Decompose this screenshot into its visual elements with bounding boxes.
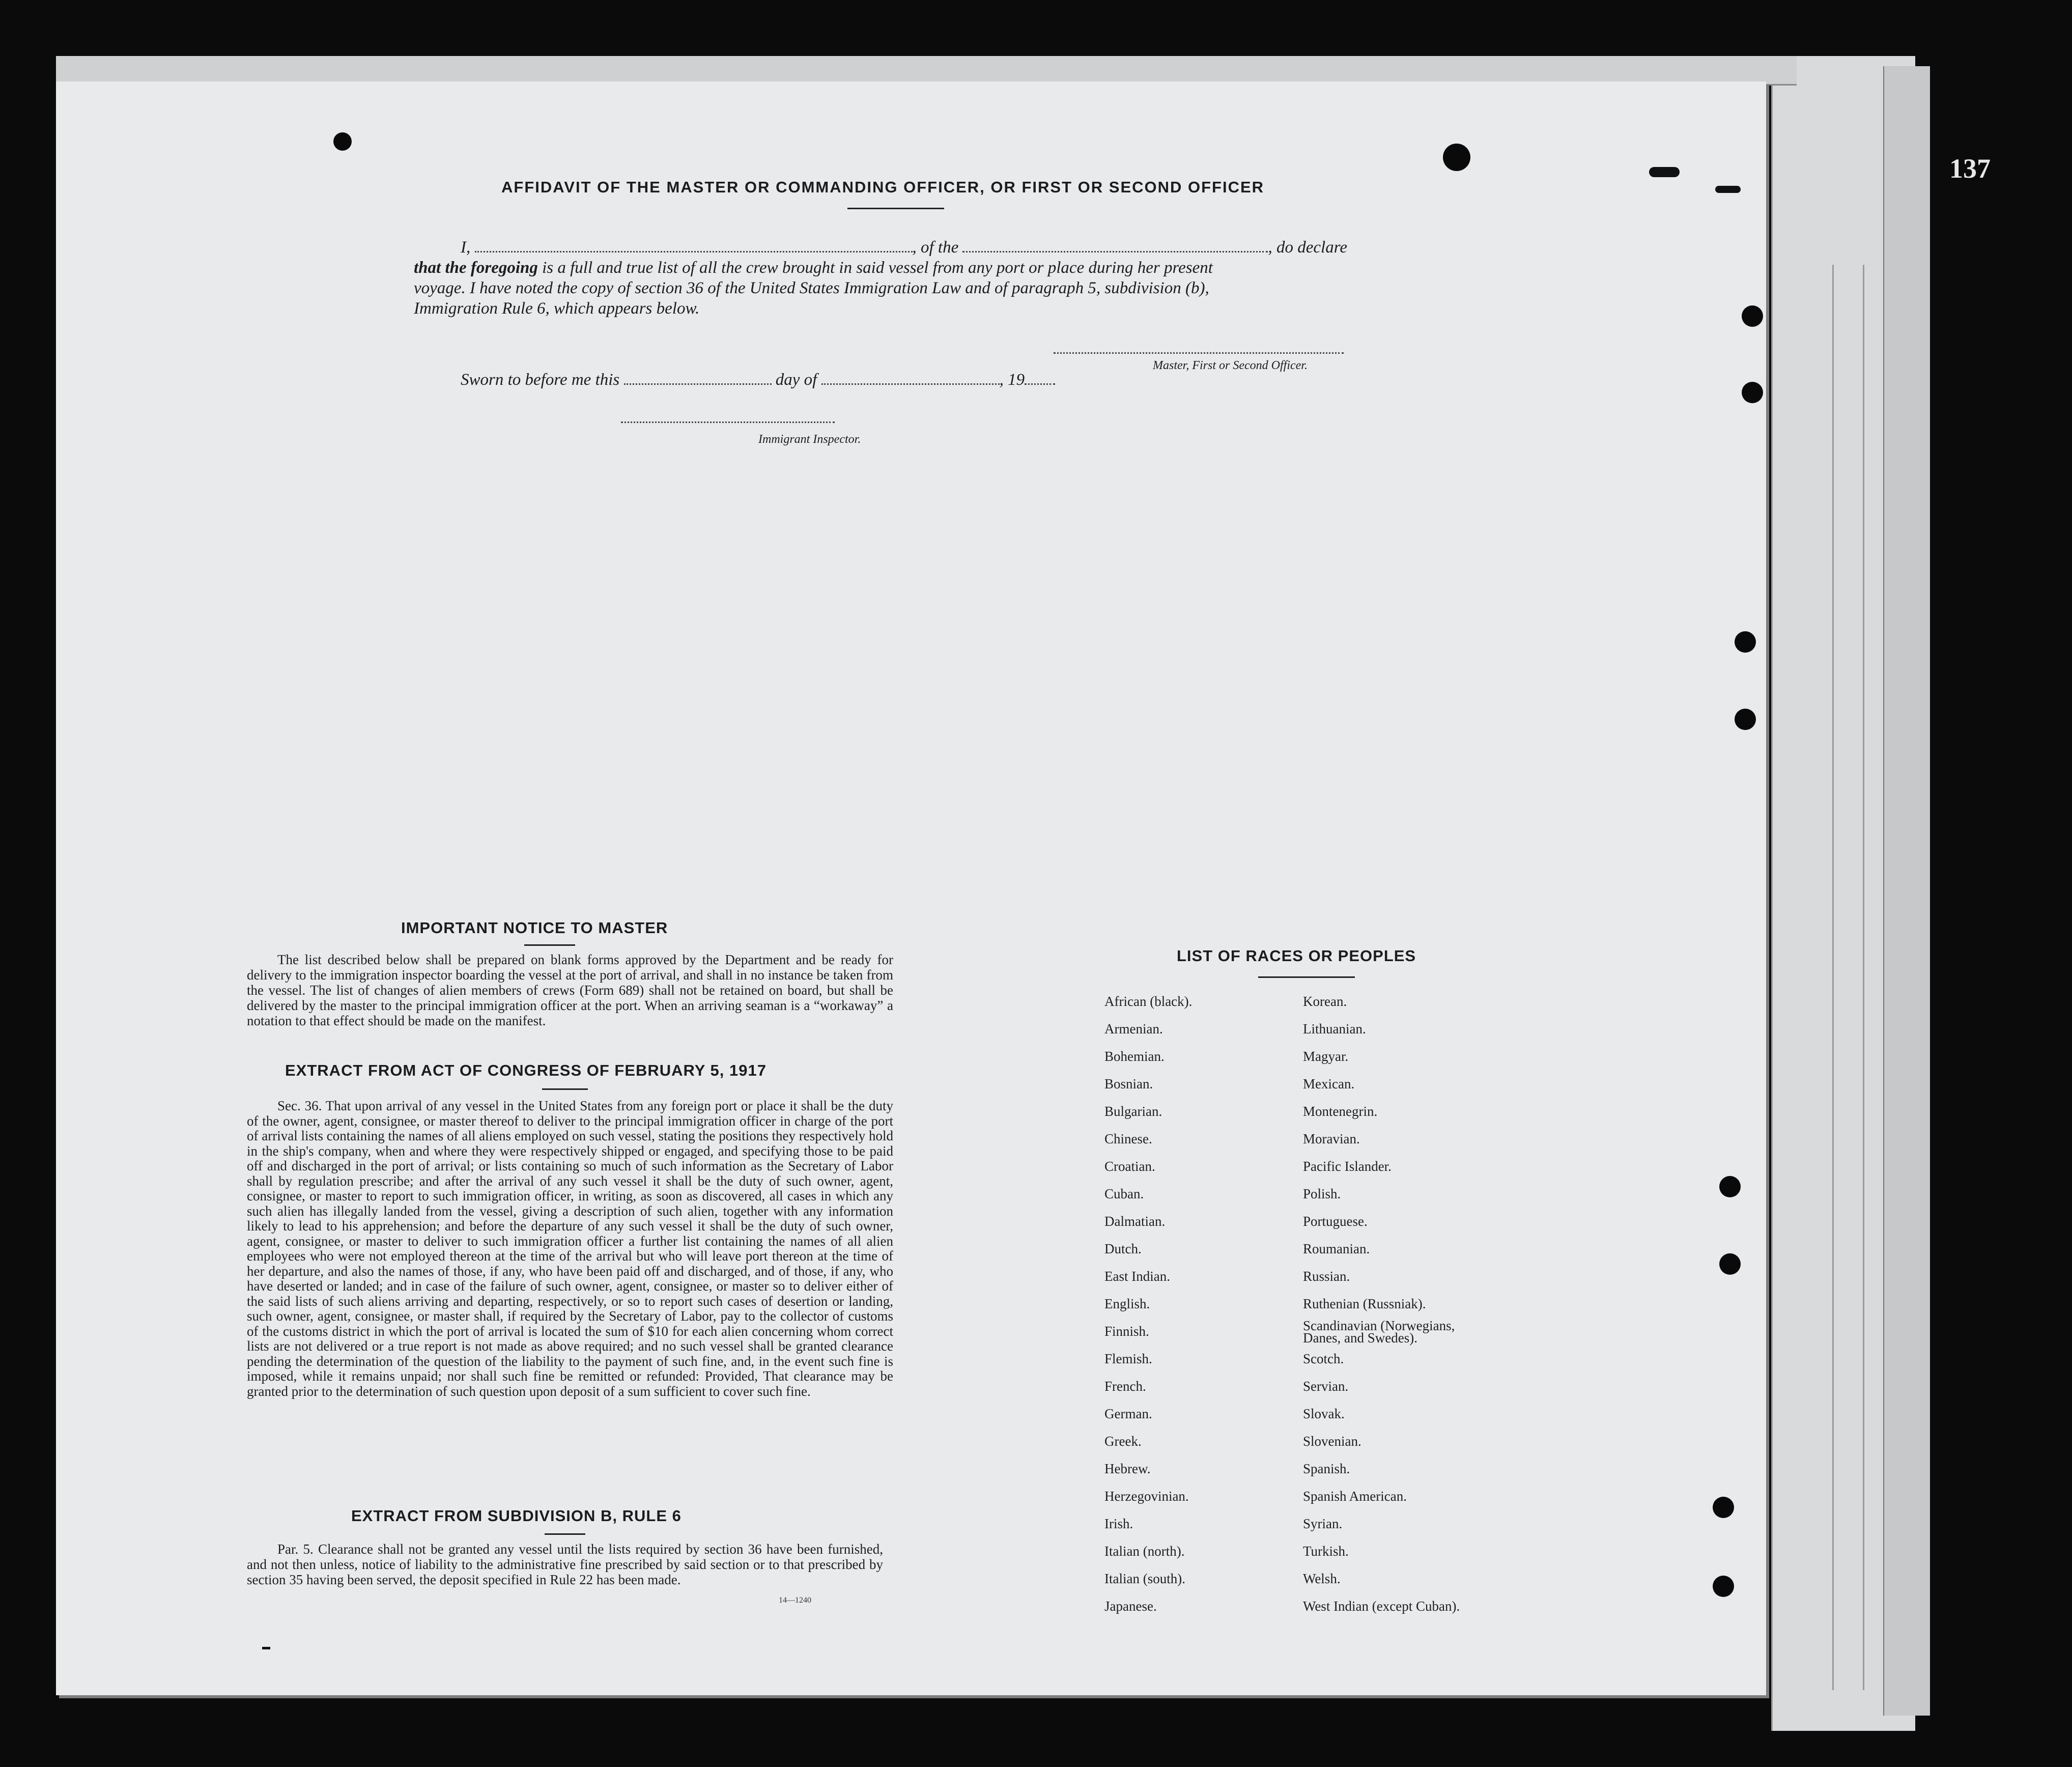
sheet-rule-line — [1863, 265, 1864, 1690]
race-item: Bosnian. — [1104, 1076, 1153, 1091]
race-item: Welsh. — [1303, 1571, 1341, 1586]
affidavit-text: I, — [461, 238, 471, 257]
rule-paragraph: Par. 5. Clearance shall not be granted any vessel until the lists required by section 36 have been furnished, and not then unless, notice of liability to the administrative fine prescribed by said section or to that prescribed by section 35 having been served, the deposit specified in Rule 22 has been made. — [247, 1541, 883, 1587]
race-item: Bulgarian. — [1104, 1104, 1162, 1119]
punch-hole — [1735, 631, 1756, 653]
race-item: Turkish. — [1303, 1544, 1349, 1559]
page-number: 137 — [1949, 153, 1991, 184]
race-item: French. — [1104, 1379, 1146, 1394]
race-item: German. — [1104, 1406, 1152, 1421]
affidavit-text: is a full and true list of all the crew brought in said vessel from any port or place during her present — [537, 259, 1213, 277]
punch-hole — [1742, 305, 1763, 327]
act-paragraph: Sec. 36. That upon arrival of any vessel in the United States from any foreign port or place it shall be the duty of the owner, agent, consignee, or master thereof to deliver to the principal immigration officer in charge of the port of arrival lists containing the names of all aliens employed on such vessel, stating the positions they respectively hold in the ship's company, when and where they were respectively shipped or engaged, and specifying those to be paid off and discharged in the port of arrival; or lists containing so much of such information as the Secretary of Labor shall by regulation prescribe; and after the arrival of any such vessel it shall be the duty of such owner, agent, consignee, or master to report to such immigration officer, in writing, as soon as discovered, all cases in which any such alien has illegally landed from the vessel, giving a description of such alien, together with any information likely to lead to his apprehension; and before the departure of any such vessel it shall be the duty of such owner, agent, consignee, or master to deliver to such immigration officer a further list containing the names of all alien employees who were not employed thereon at the time of the arrival but who will leave port thereon at the time of her departure, and also the names of those, if any, who have been paid off and discharged, and of those, if any, who have deserted or landed; and in case of the failure of such owner, agent, consignee, or master so to deliver either of the said lists of such aliens arriving and departing, respectively, or so to report such cases of desertion or landing, such owner, agent, consignee, or master shall, if required by the Secretary of Labor, pay to the collector of customs of the customs district in which the port of arrival is located the sum of $10 for each alien concerning whom correct lists are not delivered or a true report is not made as above required; and no such vessel shall be granted clearance pending the determination of the question of the liability to the payment of such fine, and, in the event such fine is imposed, while it remains unpaid; nor shall such fine be remitted or refunded: Provided, That clearance may be granted prior to the determination of such question upon deposit of a sum sufficient to cover such fine. — [247, 1098, 893, 1399]
race-item: Mexican. — [1303, 1076, 1355, 1091]
punch-hole — [1719, 1253, 1741, 1275]
ink-mark — [1649, 167, 1680, 177]
affidavit-line-1 — [461, 238, 1347, 257]
race-item: Irish. — [1104, 1516, 1133, 1531]
affidavit-text: , of the — [912, 238, 959, 257]
race-item: Roumanian. — [1303, 1241, 1370, 1256]
inspector-caption: Immigrant Inspector. — [758, 433, 861, 446]
races-right-column — [1303, 988, 1486, 1620]
affidavit-title: AFFIDAVIT OF THE MASTER OR COMMANDING OFFICER, OR FIRST OR SECOND OFFICER — [501, 178, 1265, 196]
title-rule — [847, 208, 944, 209]
affidavit-text: , do declare — [1268, 238, 1347, 257]
race-item: Slovenian. — [1303, 1434, 1361, 1449]
race-item: Ruthenian (Russniak). — [1303, 1296, 1426, 1311]
punch-hole — [1719, 1176, 1741, 1197]
races-left-column — [1104, 988, 1192, 1620]
form-code: 14—1240 — [779, 1596, 811, 1605]
notice-title: IMPORTANT NOTICE TO MASTER — [401, 919, 668, 937]
race-item: Flemish. — [1104, 1351, 1152, 1366]
master-signature-line — [1054, 352, 1344, 354]
master-caption: Master, First or Second Officer. — [1153, 359, 1308, 372]
race-item: Greek. — [1104, 1434, 1142, 1449]
notice-paragraph: The list described below shall be prepared on blank forms approved by the Department and be ready for delivery to the immigration inspector boarding the vessel at the port of arrival, and shall in no instance be taken from the vessel. The list of changes of alien members of crews (Form 689) shall not be retained on board, but shall be delivered by the master to the principal immigration officer at the port. When an arriving seaman is a “workaway” a notation to that effect should be made on the manifest. — [247, 952, 893, 1028]
race-item: Bohemian. — [1104, 1049, 1165, 1064]
race-item: Italian (north). — [1104, 1544, 1185, 1559]
inspector-signature-line — [621, 422, 835, 423]
punch-hole — [1735, 709, 1756, 730]
race-item: Polish. — [1303, 1186, 1341, 1201]
rule-extract-body — [247, 1541, 883, 1587]
race-item: Moravian. — [1303, 1131, 1360, 1146]
punch-hole — [1443, 144, 1470, 171]
punch-hole — [1713, 1497, 1734, 1518]
race-item: Scotch. — [1303, 1351, 1344, 1366]
race-item: Croatian. — [1104, 1159, 1155, 1174]
affidavit-text-bold: that the foregoing — [414, 259, 538, 277]
race-item: Italian (south). — [1104, 1571, 1185, 1586]
race-item: Japanese. — [1104, 1598, 1157, 1614]
name-blank — [475, 240, 913, 253]
punch-hole — [333, 132, 352, 151]
document-page — [56, 81, 1766, 1695]
affidavit-line-2 — [414, 259, 1213, 277]
punch-hole — [1713, 1576, 1734, 1597]
race-item: Portuguese. — [1303, 1214, 1368, 1229]
race-item: Cuban. — [1104, 1186, 1144, 1201]
race-item: Dutch. — [1104, 1241, 1142, 1256]
affidavit-line-3: voyage. I have noted the copy of section 36 of the United States Immigration Law and of paragraph 5, subdivision (b), — [414, 279, 1209, 297]
title-rule — [545, 1533, 585, 1535]
act-extract-title: EXTRACT FROM ACT OF CONGRESS OF FEBRUARY 5, 1917 — [285, 1061, 767, 1079]
race-item: Pacific Islander. — [1303, 1159, 1392, 1174]
day-blank — [624, 372, 772, 385]
race-item: Spanish. — [1303, 1461, 1350, 1476]
act-extract-body — [247, 1099, 893, 1399]
race-item: East Indian. — [1104, 1269, 1170, 1284]
race-item: Herzegovinian. — [1104, 1489, 1189, 1504]
underlying-sheet-edge — [1883, 66, 1930, 1716]
punch-hole — [1742, 382, 1763, 403]
race-item: Korean. — [1303, 994, 1347, 1009]
race-item: Chinese. — [1104, 1131, 1152, 1146]
race-item: African (black). — [1104, 994, 1193, 1009]
sheet-rule-line — [1832, 265, 1834, 1690]
affidavit-line-4: Immigration Rule 6, which appears below. — [414, 299, 700, 318]
race-item: Servian. — [1303, 1379, 1349, 1394]
race-item: Montenegrin. — [1303, 1104, 1378, 1119]
title-rule — [524, 944, 575, 946]
race-item: Scandinavian (Norwegians, Danes, and Swedes). — [1303, 1318, 1455, 1345]
race-item: Slovak. — [1303, 1406, 1345, 1421]
month-blank — [821, 372, 1000, 385]
races-title: LIST OF RACES OR PEOPLES — [1177, 947, 1416, 965]
race-item: Spanish American. — [1303, 1489, 1407, 1504]
notice-body — [247, 952, 893, 1028]
race-item: English. — [1104, 1296, 1150, 1311]
rule-extract-title: EXTRACT FROM SUBDIVISION B, RULE 6 — [351, 1507, 682, 1525]
race-item: Lithuanian. — [1303, 1021, 1366, 1036]
race-item: Finnish. — [1104, 1324, 1149, 1339]
race-item: West Indian (except Cuban). — [1303, 1598, 1460, 1614]
sworn-text: , 19 — [999, 371, 1025, 389]
race-item: Hebrew. — [1104, 1461, 1151, 1476]
race-item: Russian. — [1303, 1269, 1350, 1284]
race-item: Syrian. — [1303, 1516, 1343, 1531]
sworn-line — [461, 371, 1055, 389]
ink-mark — [1715, 186, 1741, 193]
sworn-text: Sworn to before me this — [461, 371, 620, 389]
race-item: Dalmatian. — [1104, 1214, 1166, 1229]
title-rule — [1258, 976, 1355, 978]
race-item: Armenian. — [1104, 1021, 1163, 1036]
stray-mark — [262, 1647, 270, 1649]
title-rule — [542, 1088, 588, 1090]
race-item: Magyar. — [1303, 1049, 1349, 1064]
vessel-blank — [962, 240, 1268, 253]
year-blank — [1025, 372, 1055, 385]
sworn-text: day of — [775, 371, 817, 389]
